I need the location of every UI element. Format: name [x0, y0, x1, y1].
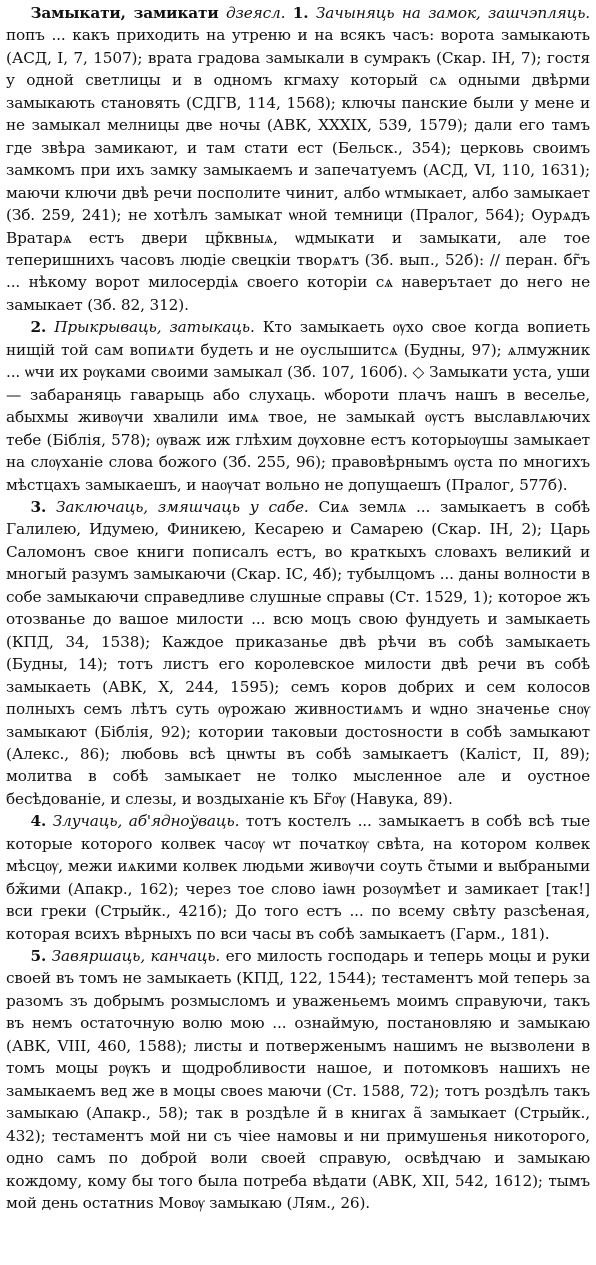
- sense-gloss: Прыкрываць, затыкаць.: [54, 318, 255, 337]
- sense-citations: Сиѧ землѧ ... замыкаетъ в собѣ Галилею, Идумею, Финикею, Кесарею и Самарею (Скар. IН, 2); Царь Саломонъ свое книги пописалъ естъ, во краткыхъ словахъ великий и многый разумъ замыкаючи (Скар. IС, 4б); тубылцомъ ... даны волности в собе замыкаючи справедливе слушные справы (Ст. 1529, 1); которое жъ отозванье до вашое милости ... всю моцъ свою фундуеть и замыкаеть (КПД, 34, 1538); Каждое приказанье двѣ рѣчи въ собѣ замыкаеть (Будны, 14); тотъ листъ его королевское милости двѣ речи въ собѣ замыкаеть (АВК, X, 244, 1595); семъ коров добрих и сем колосов полныхъ семъ лѣтъ суть ѹрожаю живностиѧмъ и ѡдно значенье снѹ замыкают (Біблія, 92); котории таковыи достоѕности в собѣ замыкают (Алекс., 86); любовь всѣ цнѡты въ собѣ замыкаетъ (Каліст, II, 89); молитва в собѣ замыкает не толко мысленное але и оустное бесѣдованіе, и слезы, и воздыханіе къ Бг̃ѹ (Навука, 89).: [6, 497, 591, 808]
- entry-sense-4: [6, 810, 590, 945]
- sense-citations: попъ ... какъ приходить на утреню и на всякъ часъ: ворота замыкають (АСД, I, 7, 1507); врата градова замыкали в сумракъ (Скар. IН, 7); гостя у одной светлицы и в одномъ кгмаху который сѧ одными двѣрми замыкають становять (СДГВ, 114, 1568); ключы панские были у мене и не замыкал мелницы две ночы (АВК, XXXIX, 539, 1579); дали его тамъ где звѣра замикают, и там стати ест (Бельск., 354); церковь своимъ замкомъ при ихъ замку замыкаемъ и запечатуемъ (АСД, VI, 110, 1631); маючи ключи двѣ речи посполите чинит, албо ѡтмыкает, албо замыкает (Зб. 259, 241); не хотѣлъ замыкат ѡной темници (Пралог, 564); Оурѧдъ Вратарѧ естъ двери цр̃квныѧ, ѡдмыкати и замыкати, але тое теперишнихъ часовъ людіе свецкіи творѧтъ (Зб. вып., 52б): // перан. бг̃ъ ... нѣкому ворот милосердіѧ своего которіи сѧ наверътает до него не замыкает (Зб. 82, 312).: [6, 26, 590, 314]
- entry-sense-1: [6, 2, 590, 316]
- entry-sense-3: [6, 496, 590, 810]
- sense-citations: тотъ костелъ ... замыкаетъ в собѣ всѣ тые которые которого колвек часѹ ѡт початкѹ свѣта, на котором колвек мѣсцѹ, межи иѧкими колвек людьми живѹчи соуть с̃тыми и выбраными бж̃ими (Апакр., 162); через тое слово іаѡн розѹмѣет и замикает [так!] вси греки (Стрыйк., 421б); До того естъ ... по всему свѣту разсѣеная, которая всихъ вѣрныхъ по вси часы въ собѣ замыкаетъ (Гарм., 181).: [6, 812, 590, 943]
- sense-gloss: Зачыняць на замок, зашчэпляць.: [315, 4, 591, 22]
- headword: Замыкати, замикати: [30, 4, 219, 22]
- sense-number: 5.: [30, 947, 47, 966]
- sense-number: 3.: [30, 497, 47, 516]
- entry-sense-5: [6, 945, 590, 1214]
- sense-gloss: Злучаць, аб'ядноўваць.: [52, 812, 240, 831]
- sense-number: 4.: [30, 812, 47, 831]
- sense-gloss: Завяршаць, канчаць.: [51, 947, 221, 966]
- sense-gloss: Заключаць, змяшчаць у сабе.: [56, 497, 309, 516]
- sense-citations: Кто замыкаеть ѹхо свое когда вопиеть нищій той сам вопиѧти будеть и не оуслышитсѧ (Будны, 97); ѧлмужник ... ѡчи их рѹками своими замыкал (Зб. 107, 160б). ◇ Замыкати уста, уши — забараняць гаварыць або слухаць. ѡбороти плачъ нашъ в веселье, абыхмы живѹчи хвалили имѧ твое, не замыкай ѹстъ выславлѧючих тебе (Біблія, 578); ѹваж иж глѣхим дѹховне естъ которыѹшы замыкает на слѹханіе слова божого (Зб. 255, 96); правовѣрнымъ ѹста по многихъ мѣстцахъ замыкаешъ, и наѹчат вольно не допущаешъ (Пралог, 577б).: [6, 318, 591, 494]
- sense-number: 1.: [292, 4, 309, 22]
- sense-number: 2.: [30, 318, 47, 337]
- sense-citations: его милость господарь и теперь моцы и руки своей въ томъ не замыкаеть (КПД, 122, 1544); тестаментъ мой теперь за разомъ зъ добрымъ розмысломъ и уваженьемъ моимъ справуючи, такъ въ немъ остаточную волю мою ... ознаймую, постановляю и замыкаю (АВК, VIII, 460, 1588); листы и потверженымъ нашимъ не вызволени в томъ моцы рѹкъ и щодробливости нашое, и потомковъ нашихъ не замыкаемъ вед же в моцы своеѕ маючи (Ст. 1588, 72); тотъ роздѣлъ такъ замыкаю (Апакр., 58); так в роздѣле и̃ в книгах а̃ замыкает (Стрыйк., 432); тестаментъ мой ни съ чіее намовы и ни примушенья никоторого, одно самъ по доброй воли своей справую, освѣдчаю и замыкаю кождому, кому бы того была потреба вѣдати (АВК, XII, 542, 1612); тымъ мой день остатниѕ Мовѹ замыкаю (Лям., 26).: [6, 947, 591, 1213]
- part-of-speech: дзеясл.: [225, 4, 286, 22]
- entry-sense-2: [6, 316, 590, 496]
